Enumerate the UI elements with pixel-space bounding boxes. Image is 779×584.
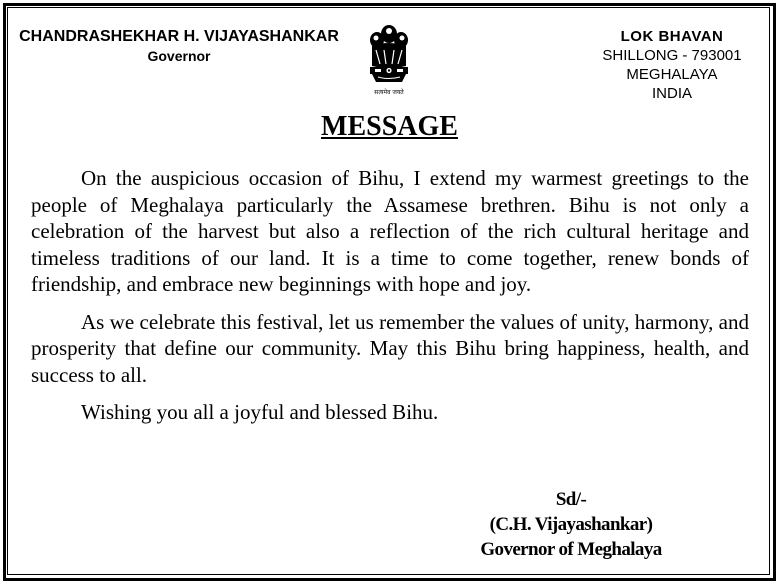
address-city: SHILLONG - 793001: [602, 47, 742, 64]
message-paragraph-2: As we celebrate this festival, let us remember the values of unity, harmony, and prosperity that define our community. May this Bihu bring happiness, health, and success to all.: [31, 309, 749, 387]
message-body: [31, 165, 749, 437]
address-state: MEGHALAYA: [626, 66, 718, 83]
national-emblem-icon: [364, 20, 414, 102]
sender-name: CHANDRASHEKHAR H. VIJAYASHANKAR: [19, 28, 339, 45]
address-country: INDIA: [651, 85, 692, 102]
sender-title: Governor: [147, 48, 211, 64]
signature-name: (C.H. Vijayashankar): [489, 514, 653, 535]
signature-block: [440, 487, 702, 562]
address-block: [592, 27, 752, 103]
sender-block: [14, 27, 344, 65]
signature-designation: Governor of Meghalaya: [480, 539, 662, 560]
message-paragraph-3: Wishing you all a joyful and blessed Bihu.: [81, 400, 439, 424]
page-title: MESSAGE: [321, 111, 458, 142]
emblem-motto: सत्यमेव जयते: [374, 89, 404, 96]
signature-sd: Sd/-: [555, 489, 587, 510]
message-paragraph-1: On the auspicious occasion of Bihu, I extend my warmest greetings to the people of Meghalaya particularly the Assamese brethren. Bihu is not only a celebration of the harvest but also a reflection of the rich cultural heritage and timeless traditions of our land. It is a time to come together, renew bonds of friendship, and embrace new beginnings with hope and joy.: [31, 166, 749, 296]
address-office: LOK BHAVAN: [620, 28, 724, 45]
